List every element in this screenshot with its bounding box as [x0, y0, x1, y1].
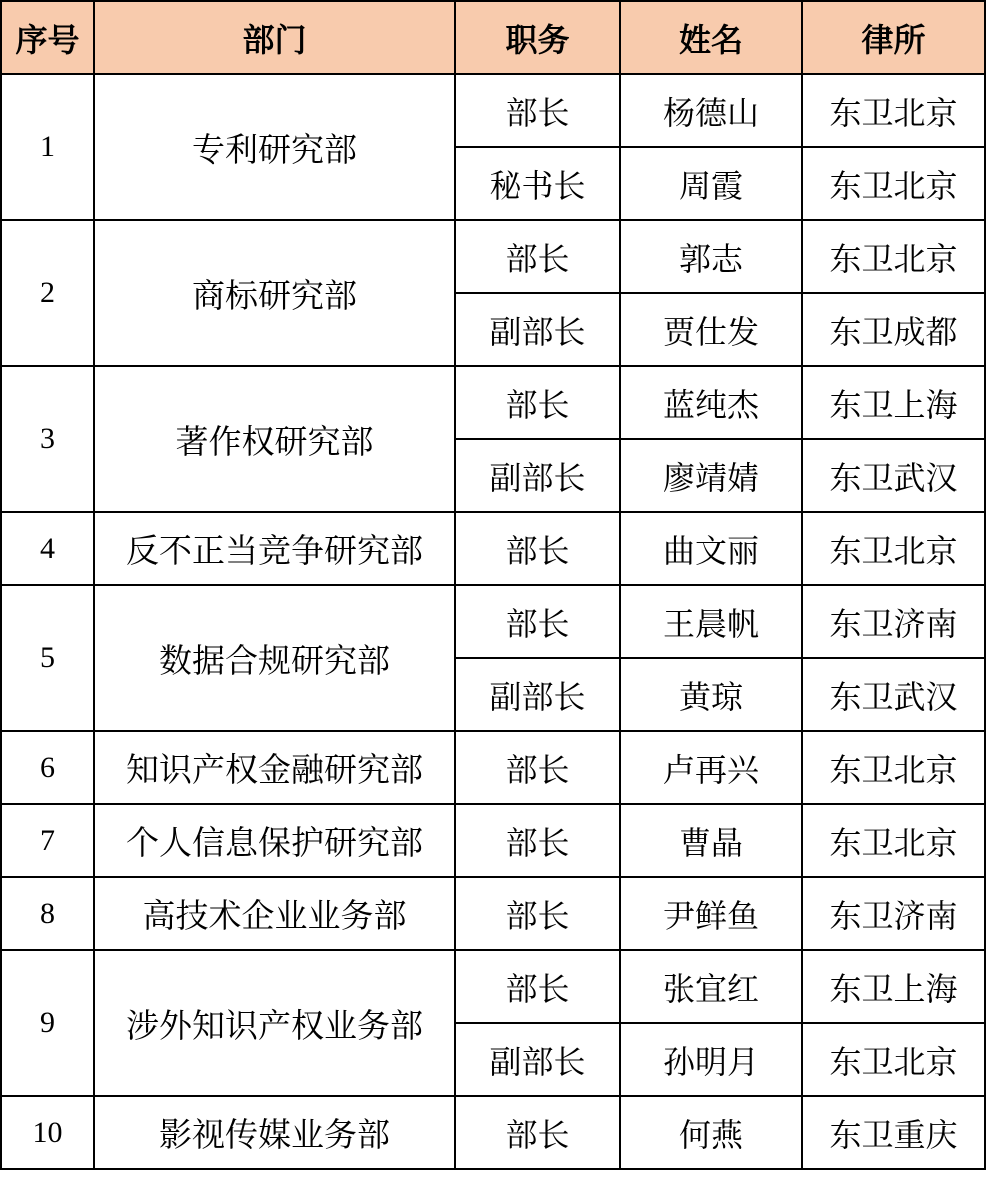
cell-seq: 2: [1, 220, 94, 366]
cell-department: 数据合规研究部: [94, 585, 455, 731]
cell-role: 部长: [455, 1096, 620, 1169]
cell-firm: 东卫北京: [802, 512, 985, 585]
cell-seq: 1: [1, 74, 94, 220]
cell-department: 个人信息保护研究部: [94, 804, 455, 877]
cell-seq: 10: [1, 1096, 94, 1169]
cell-name: 卢再兴: [620, 731, 802, 804]
cell-role: 副部长: [455, 658, 620, 731]
header-department: 部门: [94, 1, 455, 74]
cell-name: 曹晶: [620, 804, 802, 877]
cell-name: 郭志: [620, 220, 802, 293]
cell-firm: 东卫北京: [802, 220, 985, 293]
table-row: [1, 877, 985, 950]
cell-firm: 东卫北京: [802, 1023, 985, 1096]
cell-name: 周霞: [620, 147, 802, 220]
cell-name: 黄琼: [620, 658, 802, 731]
header-role: 职务: [455, 1, 620, 74]
cell-department: 专利研究部: [94, 74, 455, 220]
cell-seq: 9: [1, 950, 94, 1096]
cell-seq: 8: [1, 877, 94, 950]
cell-seq: 6: [1, 731, 94, 804]
header-firm: 律所: [802, 1, 985, 74]
cell-name: 贾仕发: [620, 293, 802, 366]
table-row: [1, 731, 985, 804]
cell-firm: 东卫北京: [802, 804, 985, 877]
header-name: 姓名: [620, 1, 802, 74]
cell-role: 副部长: [455, 293, 620, 366]
cell-department: 高技术企业业务部: [94, 877, 455, 950]
cell-role: 部长: [455, 804, 620, 877]
table-row: [1, 220, 985, 293]
cell-role: 部长: [455, 220, 620, 293]
header-row: [1, 1, 985, 74]
cell-firm: 东卫武汉: [802, 658, 985, 731]
cell-firm: 东卫济南: [802, 877, 985, 950]
cell-role: 部长: [455, 731, 620, 804]
cell-firm: 东卫重庆: [802, 1096, 985, 1169]
cell-firm: 东卫济南: [802, 585, 985, 658]
cell-role: 部长: [455, 877, 620, 950]
cell-name: 孙明月: [620, 1023, 802, 1096]
cell-role: 部长: [455, 950, 620, 1023]
cell-seq: 5: [1, 585, 94, 731]
cell-name: 尹鲜鱼: [620, 877, 802, 950]
cell-name: 张宜红: [620, 950, 802, 1023]
cell-role: 副部长: [455, 1023, 620, 1096]
cell-seq: 4: [1, 512, 94, 585]
cell-department: 商标研究部: [94, 220, 455, 366]
cell-department: 影视传媒业务部: [94, 1096, 455, 1169]
table-row: [1, 1096, 985, 1169]
table-row: [1, 366, 985, 439]
cell-name: 王晨帆: [620, 585, 802, 658]
cell-firm: 东卫上海: [802, 950, 985, 1023]
cell-department: 知识产权金融研究部: [94, 731, 455, 804]
cell-name: 蓝纯杰: [620, 366, 802, 439]
cell-firm: 东卫北京: [802, 147, 985, 220]
table-row: [1, 512, 985, 585]
header-seq: 序号: [1, 1, 94, 74]
cell-department: 反不正当竞争研究部: [94, 512, 455, 585]
cell-department: 著作权研究部: [94, 366, 455, 512]
cell-role: 副部长: [455, 439, 620, 512]
table-body: [1, 74, 985, 1169]
cell-firm: 东卫北京: [802, 731, 985, 804]
cell-seq: 7: [1, 804, 94, 877]
cell-name: 杨德山: [620, 74, 802, 147]
table-header: [1, 1, 985, 74]
cell-firm: 东卫上海: [802, 366, 985, 439]
cell-role: 部长: [455, 512, 620, 585]
cell-role: 部长: [455, 74, 620, 147]
table-row: [1, 74, 985, 147]
table-row: [1, 950, 985, 1023]
cell-firm: 东卫武汉: [802, 439, 985, 512]
cell-role: 部长: [455, 366, 620, 439]
cell-role: 秘书长: [455, 147, 620, 220]
cell-name: 廖靖婧: [620, 439, 802, 512]
cell-name: 何燕: [620, 1096, 802, 1169]
cell-firm: 东卫北京: [802, 74, 985, 147]
cell-name: 曲文丽: [620, 512, 802, 585]
cell-seq: 3: [1, 366, 94, 512]
cell-firm: 东卫成都: [802, 293, 985, 366]
table-row: [1, 804, 985, 877]
cell-department: 涉外知识产权业务部: [94, 950, 455, 1096]
table-row: [1, 585, 985, 658]
cell-role: 部长: [455, 585, 620, 658]
